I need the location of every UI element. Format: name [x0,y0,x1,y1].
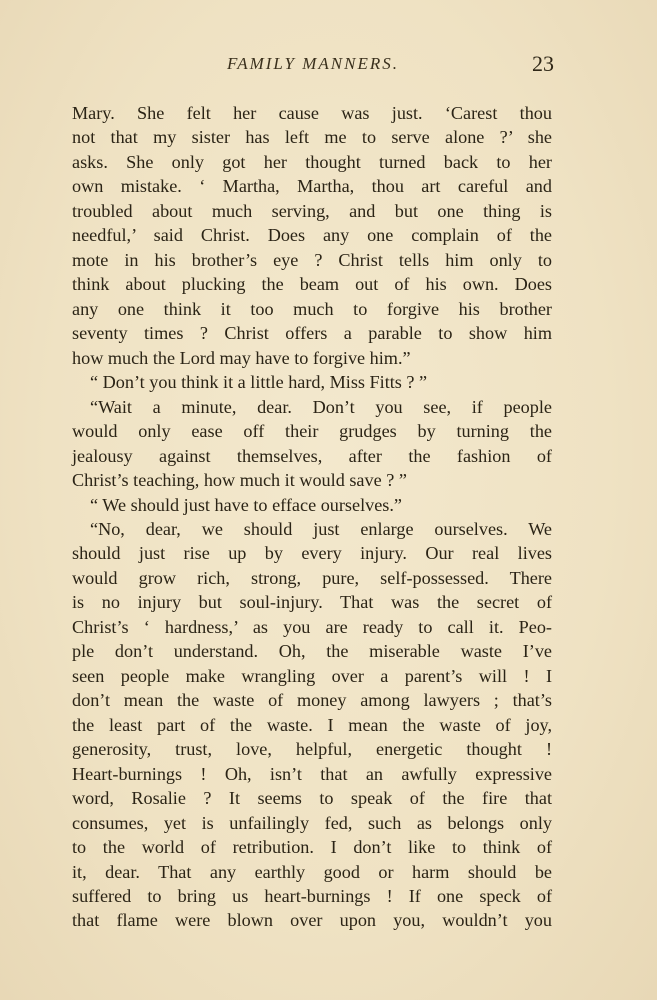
text-line: is no injury but soul-injury. That was the secret of [72,592,552,613]
text-line: it, dear. That any earthly good or harm should be [72,861,552,882]
text-line: seventy times ? Christ offers a parable to show him [72,323,552,344]
text-line: Mary. She felt her cause was just. ‘Carest thou [72,103,552,123]
text-line: the least part of the waste. I mean the waste of joy, [72,714,552,735]
text-line: troubled about much serving, and but one thing is [72,200,552,221]
text-line: word, Rosalie ? It seems to speak of the fire that [72,788,552,809]
text-line: should just rise up by every injury. Our real lives [72,543,552,564]
text-line: any one think it too much to forgive his brother [72,298,552,319]
text-line: “Wait a minute, dear. Don’t you see, if people [90,396,552,417]
text-line: would grow rich, strong, pure, self-possessed. There [72,567,552,588]
text-line: “No, dear, we should just enlarge ourselves. We [90,518,552,539]
text-line: don’t mean the waste of money among lawyers ; that’s [72,690,552,711]
text-line: mote in his brother’s eye ? Christ tells him only to [72,249,552,270]
text-line: seen people make wrangling over a parent’s will ! I [72,665,552,686]
text-line: Heart-burnings ! Oh, isn’t that an awfully expressive [72,763,552,784]
text-line: to the world of retribution. I don’t like to think of [72,837,552,858]
text-line: Christ’s ‘ hardness,’ as you are ready to call it. Peo- [72,616,552,637]
text-line: own mistake. ‘ Martha, Martha, thou art careful and [72,176,552,197]
text-line: jealousy against themselves, after the fashion of [72,445,552,466]
text-line: Christ’s teaching, how much it would save ? ” [72,470,407,491]
text-line: not that my sister has left me to serve alone ?’ she [72,127,552,148]
text-line: how much the Lord may have to forgive him.” [72,347,411,368]
running-title: FAMILY MANNERS. [227,54,399,73]
text-line: would only ease off their grudges by turning the [72,421,552,442]
page-header [72,51,554,82]
text-line: “ We should just have to efface ourselves.” [90,494,403,515]
body-text [72,101,552,933]
text-line: needful,’ said Christ. Does any one complain of the [72,225,552,246]
text-line: generosity, trust, love, helpful, energetic thought ! [72,739,552,760]
text-line: suffered to bring us heart-burnings ! If one speck of [72,886,552,906]
text-line: think about plucking the beam out of his own. Does [72,274,552,295]
text-line: asks. She only got her thought turned back to her [72,151,552,172]
text-line: ple don’t understand. Oh, the miserable waste I’ve [72,641,552,662]
text-line: that flame were blown over upon you, wouldn’t you [72,910,552,931]
text-line: consumes, yet is unfailingly fed, such as belongs only [72,812,552,833]
text-line: “ Don’t you think it a little hard, Miss Fitts ? ” [90,372,428,393]
page-number: 23 [532,51,554,76]
